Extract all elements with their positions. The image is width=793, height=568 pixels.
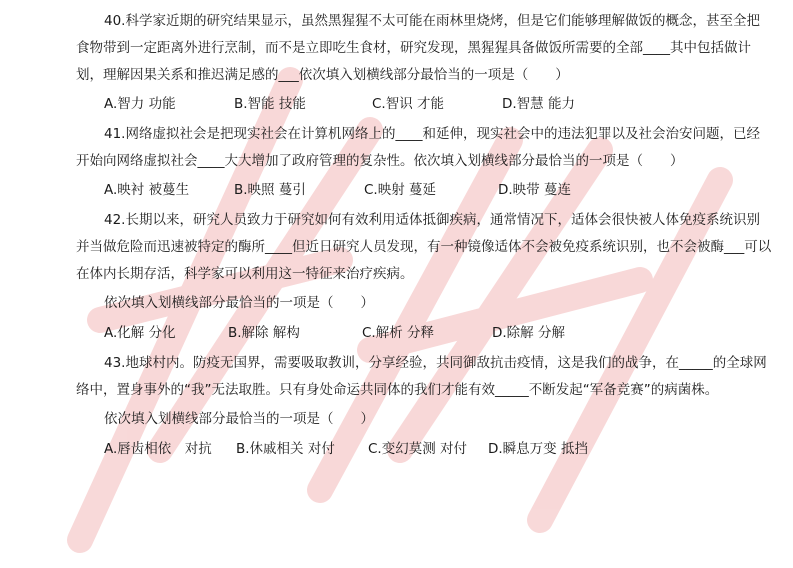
option-d[interactable]: D.瞬息万变 抵挡 [488,440,588,457]
option-row [76,318,773,348]
option-b[interactable]: B.智能 技能 [234,95,306,112]
option-b[interactable]: B.映照 蔓引 [234,181,306,198]
question-text: 42.长期以来，研究人员致力于研究如何有效利用适体抵御疾病，通常情况下，适体会很快被人体免疫系统识别并当做危险而迅速被特定的酶所____但近日研究人员发现，有一种镜像适体不会被免疫系统识别，也不会被酶___可以在体内长期存活，科学家可以利用这一特征来治疗疾病。 [76,212,772,282]
option-d[interactable]: D.智慧 能力 [502,95,575,112]
option-c[interactable]: C.变幻莫测 对付 [368,440,468,457]
question-text: 41.网络虚拟社会是把现实社会在计算机网络上的____和延伸，现实社会中的违法犯罪以及社会治安问题，已经开始向网络虚拟社会____大大增加了政府管理的复杂性。依次填入划横线部分最恰当的一项是（ ） [76,126,760,169]
option-d[interactable]: D.除解 分解 [492,324,565,341]
option-c[interactable]: C.智识 才能 [372,95,445,112]
option-row [76,89,773,119]
option-c[interactable]: C.映射 蔓延 [364,181,437,198]
option-d[interactable]: D.映带 蔓连 [498,181,571,198]
option-row [76,175,773,205]
option-a[interactable]: A.唇齿相依 对抗 [104,440,212,457]
question-text: 40.科学家近期的研究结果显示，虽然黑猩猩不太可能在雨林里烧烤，但是它们能够理解做饭的概念，甚至全把食物带到一定距离外进行烹制，而不是立即吃生食材，研究发现，黑猩猩具备做饭所需要的全部____其中包括做计划，理解因果关系和推迟满足感的___依次填入划横线部分最恰当的一项是（ ） [76,13,760,83]
question-43 [76,350,773,464]
option-row [76,434,773,464]
question-42 [76,207,773,348]
question-prompt: 依次填入划横线部分最恰当的一项是（ ） [104,411,374,427]
option-a[interactable]: A.映衬 被蔓生 [104,181,190,198]
question-text: 43.地球村内。防疫无国界，需要吸取教训，分享经验，共同御敌抗击疫情，这是我们的战争，在_____的全球网络中，置身事外的“我”无法取胜。只有身处命运共同体的我们才能有效_____不断发起“军备竞赛”的病菌株。 [76,355,767,398]
option-a[interactable]: A.智力 功能 [104,95,176,112]
option-c[interactable]: C.解析 分释 [362,324,435,341]
option-b[interactable]: B.解除 解构 [228,324,300,341]
question-41 [76,121,773,205]
question-prompt: 依次填入划横线部分最恰当的一项是（ ） [104,295,374,311]
option-b[interactable]: B.休戚相关 对付 [236,440,335,457]
question-list [76,8,773,464]
question-40 [76,8,773,119]
option-a[interactable]: A.化解 分化 [104,324,176,341]
